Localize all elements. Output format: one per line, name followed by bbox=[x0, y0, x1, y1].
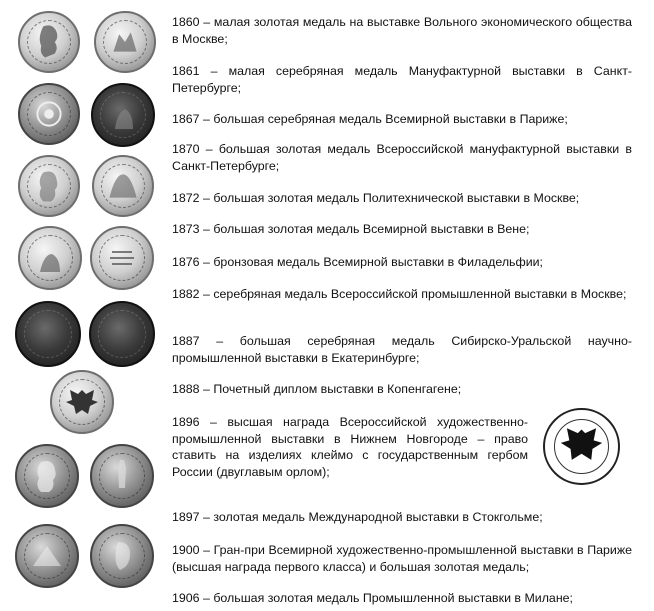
award-entry-1906: 1906 – большая золотая медаль Промышленной выставки в Милане; bbox=[172, 591, 573, 605]
allegory-medal-icon bbox=[94, 11, 156, 73]
award-entry-1897: 1897 – золотая медаль Международной выставки в Стокгольме; bbox=[172, 510, 543, 524]
award-entry-1887: 1887 – большая серебряная медаль Сибирско-Уральской научно-промышленной выставки в Екатеринбурге; bbox=[172, 334, 632, 365]
double-headed-eagle-icon bbox=[50, 370, 114, 434]
award-entry-1888: 1888 – Почетный диплом выставки в Копенгагене; bbox=[172, 382, 462, 396]
wreath-medal-icon bbox=[18, 83, 80, 145]
award-entry-1873: 1873 – большая золотая медаль Всемирной выставки в Вене; bbox=[172, 222, 530, 236]
female-profile-medal-icon bbox=[90, 524, 154, 588]
award-entry-1882: 1882 – серебряная медаль Всероссийской промышленной выставки в Москве; bbox=[172, 287, 627, 301]
award-entry-1876: 1876 – бронзовая медаль Всемирной выставки в Филадельфии; bbox=[172, 255, 543, 269]
dark-inscription-medal-icon bbox=[89, 301, 155, 367]
dark-portrait-medal-icon bbox=[15, 301, 81, 367]
award-entry-1867: 1867 – большая серебряная медаль Всемирной выставки в Париже; bbox=[172, 112, 568, 126]
award-entry-1872: 1872 – большая золотая медаль Политехнической выставки в Москве; bbox=[172, 191, 580, 205]
award-entry-1860: 1860 – малая золотая медаль на выставке Вольного экономического общества в Москве; bbox=[172, 15, 632, 46]
allegory-medal-icon bbox=[15, 524, 79, 588]
award-entry-1870: 1870 – большая золотая медаль Всероссийской мануфактурной выставки в Санкт-Петербурге; bbox=[172, 142, 632, 173]
allegory-medal-icon bbox=[92, 155, 154, 217]
seated-figure-medal-icon bbox=[18, 226, 82, 290]
seated-figure-medal-icon bbox=[91, 83, 155, 147]
portrait-medal-icon bbox=[18, 11, 80, 73]
portrait-medal-icon bbox=[18, 155, 80, 217]
inscription-medal-icon bbox=[90, 226, 154, 290]
double-headed-eagle-stamp-icon bbox=[543, 408, 620, 485]
award-entry-1900: 1900 – Гран-при Всемирной художественно-промышленной выставки в Париже (высшая награда первого класса) и большая золотая медаль; bbox=[172, 543, 632, 574]
award-entry-1861: 1861 – малая серебряная медаль Мануфактурной выставки в Санкт-Петербурге; bbox=[172, 64, 632, 95]
portrait-medal-icon bbox=[15, 444, 79, 508]
award-entry-1896: 1896 – высшая награда Всероссийской художественно-промышленной выставки в Нижнем Новгороде – право ставить на изделиях клеймо с государственным гербом России (двуглавым орлом); bbox=[172, 415, 528, 479]
standing-figure-medal-icon bbox=[90, 444, 154, 508]
